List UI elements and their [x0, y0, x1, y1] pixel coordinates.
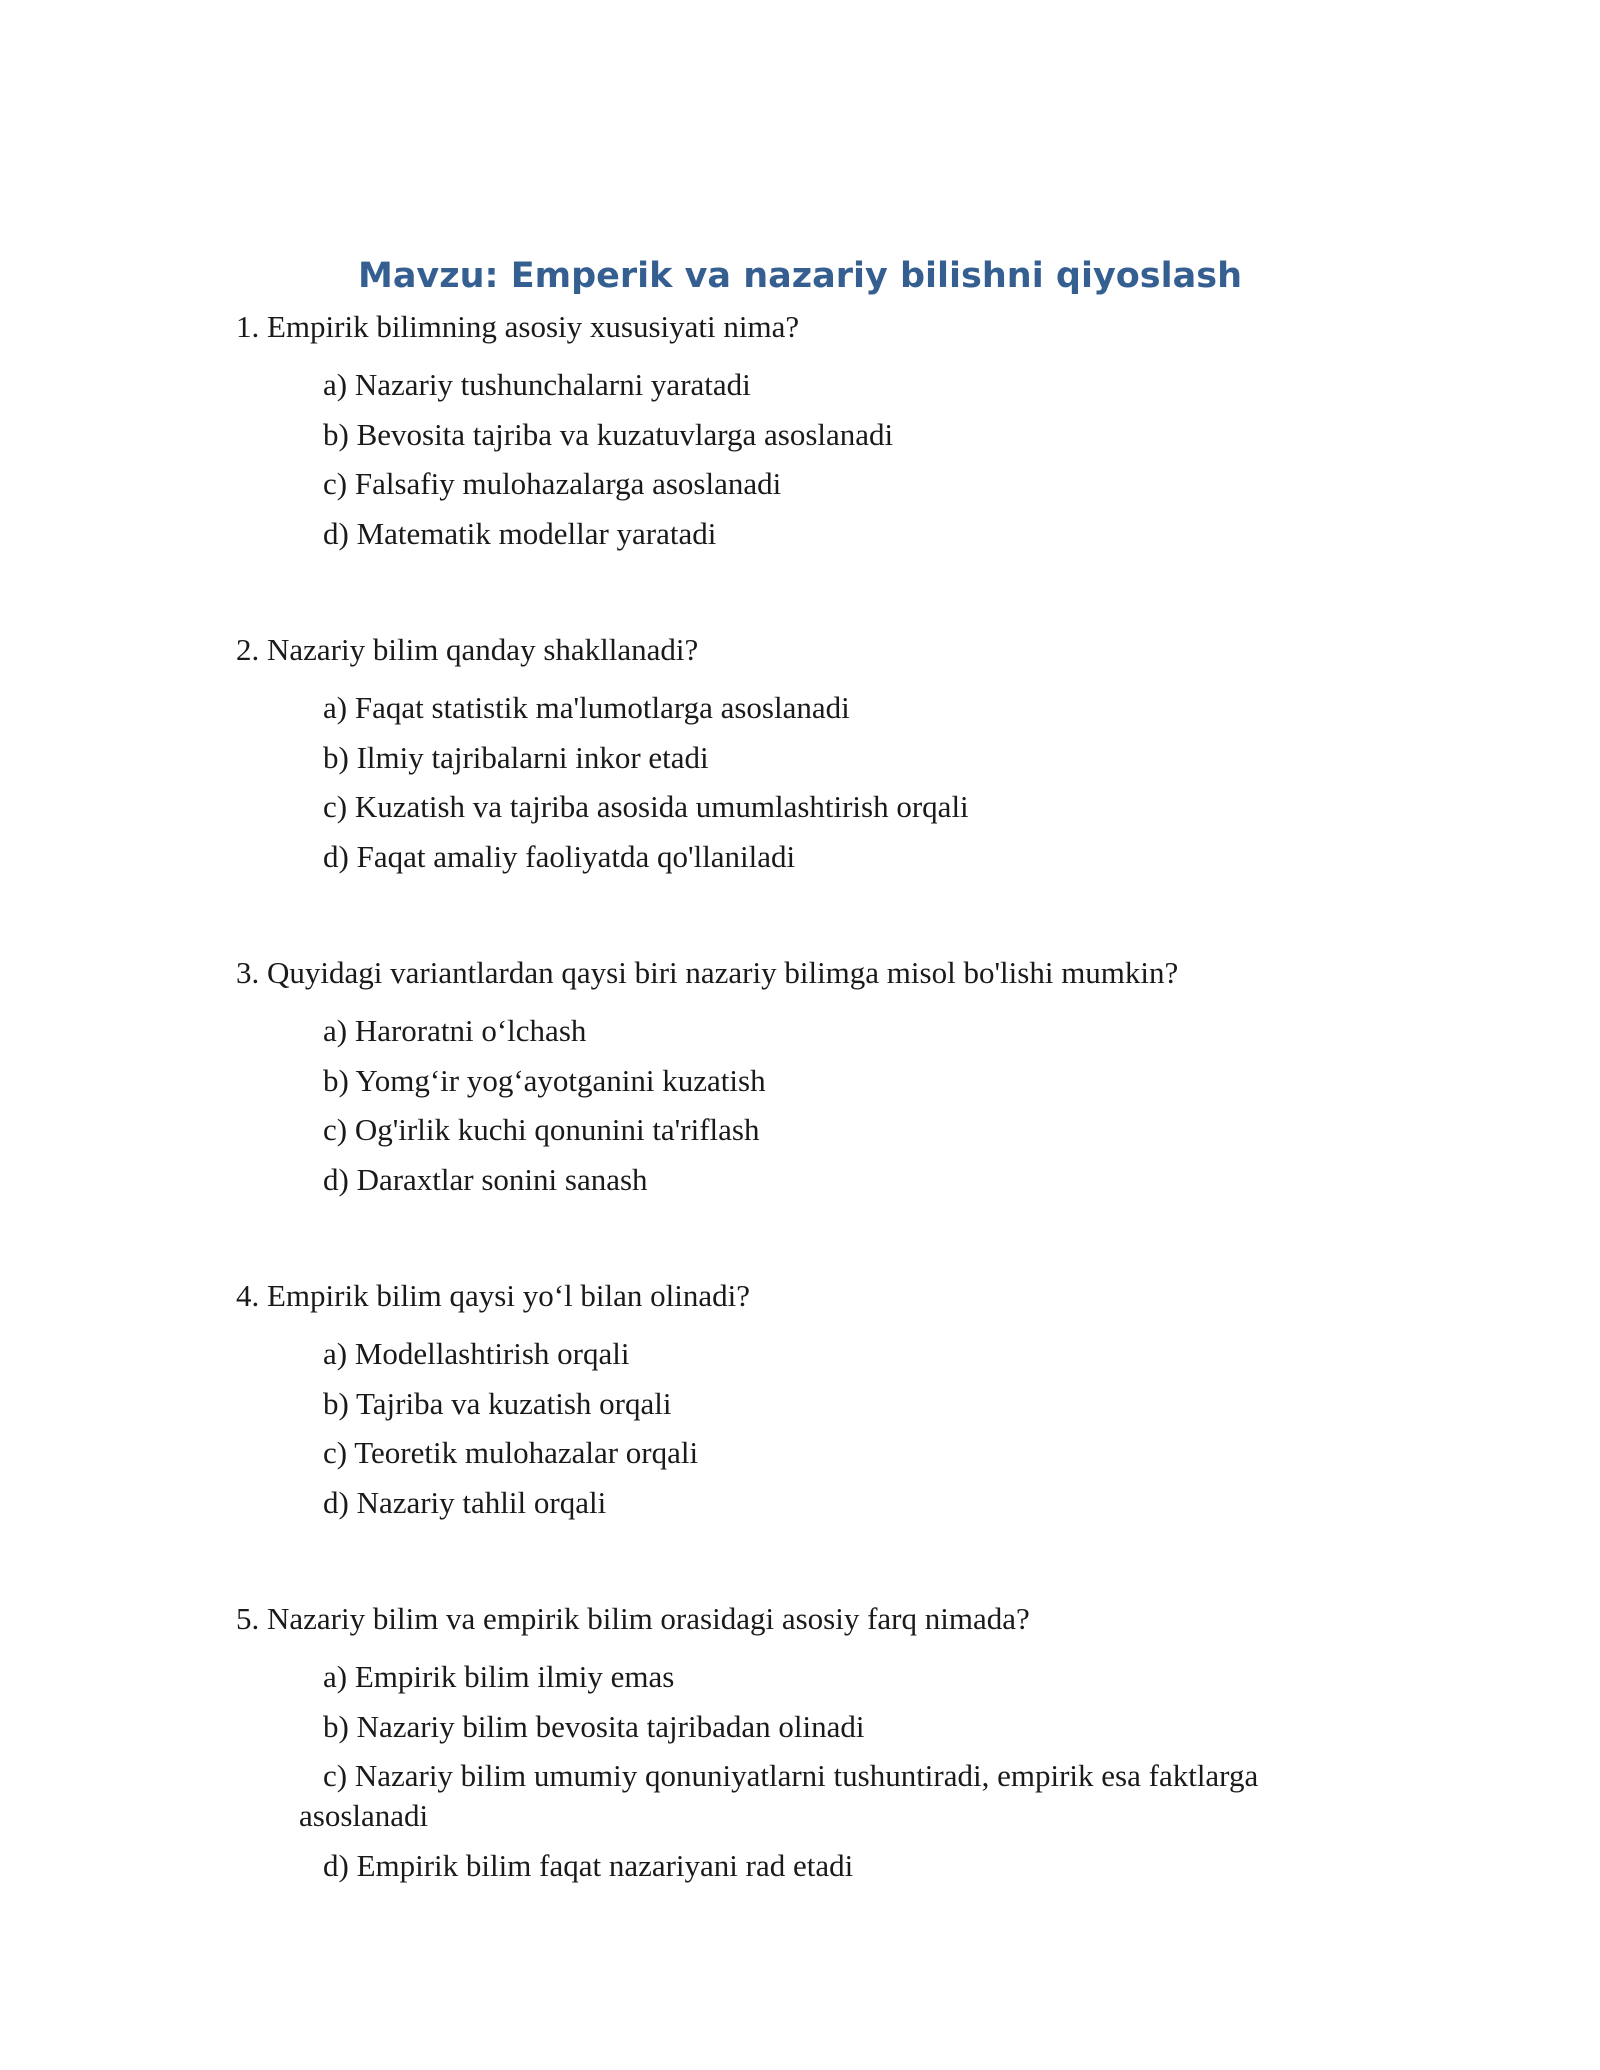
option-d: d) Matematik modellar yaratadi [323, 515, 717, 551]
options-list [236, 1011, 1386, 1200]
question-text: 5. Nazariy bilim va empirik bilim orasidagi asosiy farq nimada? [236, 1601, 1030, 1636]
options-list [236, 688, 1386, 877]
question-text: 1. Empirik bilimning asosiy xususiyati nima? [236, 309, 800, 344]
question-text: 3. Quyidagi variantlardan qaysi biri nazariy bilimga misol bo'lishi mumkin? [236, 955, 1179, 990]
options-list [236, 1334, 1386, 1523]
option-c: c) Og'irlik kuchi qonunini ta'riflash [323, 1112, 760, 1147]
option-b: b) Yomg‘ir yog‘ayotganini kuzatish [323, 1062, 766, 1098]
options-list [236, 365, 1386, 554]
option-c: c) Nazariy bilim umumiy qonuniyatlarni tushuntiradi, empirik esa faktlarga asoslanadi [299, 1758, 1259, 1833]
page-title: Mavzu: Emperik va nazariy bilishni qiyoslash [357, 256, 1243, 296]
question-3 [236, 953, 1386, 1209]
option-d: d) Daraxtlar sonini sanash [323, 1161, 648, 1197]
option-b: b) Tajriba va kuzatish orqali [323, 1385, 672, 1421]
option-d: d) Faqat amaliy faoliyatda qo'llaniladi [323, 838, 796, 874]
option-d: d) Empirik bilim faqat nazariyani rad etadi [323, 1847, 854, 1883]
option-c: c) Falsafiy mulohazalarga asoslanadi [323, 466, 782, 501]
option-a: a) Faqat statistik ma'lumotlarga asoslanadi [323, 690, 850, 725]
question-2 [236, 630, 1386, 886]
options-list [236, 1657, 1386, 1886]
option-a: a) Haroratni o‘lchash [323, 1013, 587, 1048]
option-a: a) Modellashtirish orqali [323, 1336, 630, 1371]
option-c: c) Kuzatish va tajriba asosida umumlashtirish orqali [323, 789, 969, 824]
option-b: b) Nazariy bilim bevosita tajribadan olinadi [323, 1708, 865, 1744]
option-a: a) Nazariy tushunchalarni yaratadi [323, 367, 751, 402]
option-b: b) Ilmiy tajribalarni inkor etadi [323, 739, 709, 775]
question-1 [236, 307, 1386, 563]
option-c: c) Teoretik mulohazalar orqali [323, 1435, 699, 1470]
option-a: a) Empirik bilim ilmiy emas [323, 1659, 675, 1694]
option-d: d) Nazariy tahlil orqali [323, 1484, 607, 1520]
question-5 [236, 1599, 1386, 1895]
question-text: 4. Empirik bilim qaysi yo‘l bilan olinadi? [236, 1278, 751, 1313]
option-b: b) Bevosita tajriba va kuzatuvlarga asoslanadi [323, 416, 894, 452]
question-4 [236, 1276, 1386, 1532]
question-text: 2. Nazariy bilim qanday shakllanadi? [236, 632, 699, 667]
